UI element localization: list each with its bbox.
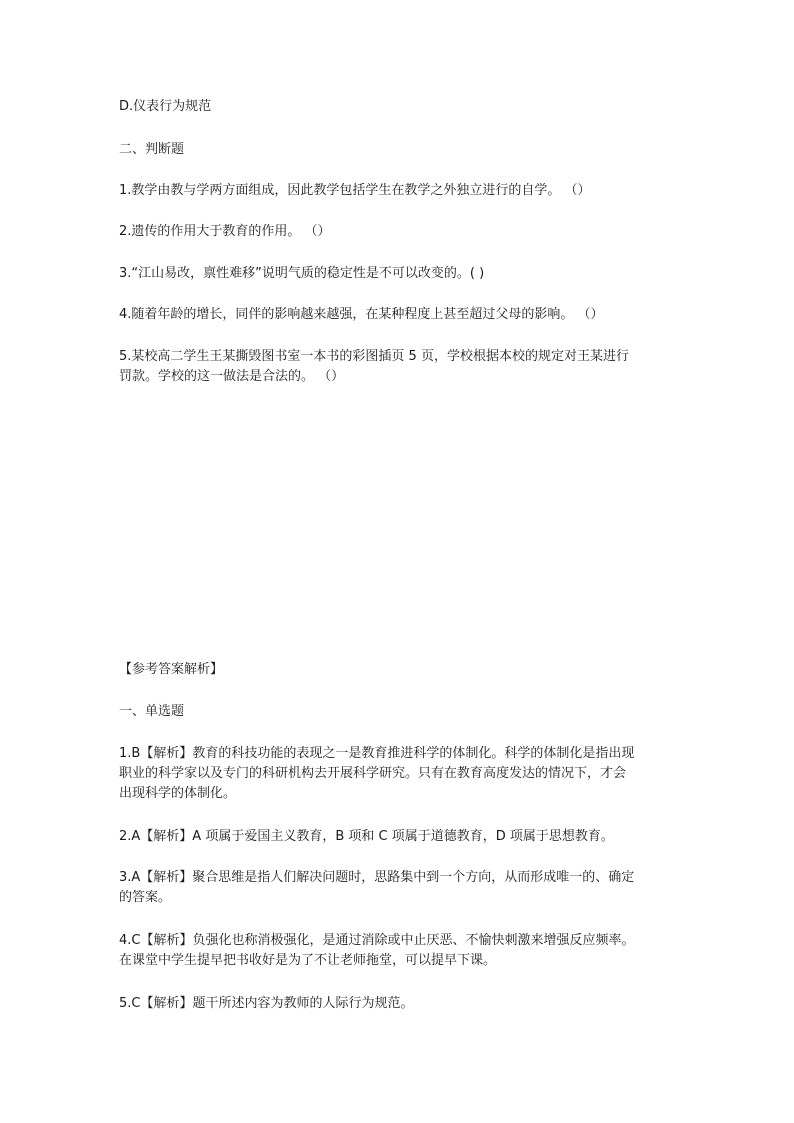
judgment-question-2: 2.遗传的作用大于教育的作用。 （） [119, 224, 331, 239]
answer-5: 5.C【解析】题干所述内容为教师的人际行为规范。 [119, 996, 414, 1011]
answer-2: 2.A【解析】A 项属于爱国主义教育，B 项和 C 项属于道德教育，D 项属于思想教育。 [119, 829, 614, 844]
answer-3 [119, 868, 679, 908]
answer-line: 在课堂中学生提早把书收好是为了不让老师拖堂，可以提早下课。 [119, 953, 497, 968]
answer-1 [119, 744, 679, 804]
judgment-question-3: 3.“江山易改，禀性难移”说明气质的稳定性是不可以改变的。( ) [119, 266, 485, 281]
answer-line: 1.B【解析】教育的科技功能的表现之一是教育推进科学的体制化。科学的体制化是指出现 [119, 746, 635, 761]
answer-line: 3.A【解析】聚合思维是指人们解决问题时，思路集中到一个方向，从而形成唯一的、确定 [119, 870, 635, 885]
question-line: 5.某校高二学生王某撕毁图书室一本书的彩图插页 5 页，学校根据本校的规定对王某进行 [119, 349, 629, 364]
section-title-judgment: 二、判断题 [119, 142, 185, 157]
judgment-question-4: 4.随着年龄的增长，同伴的影响越来越强，在某种程度上甚至超过父母的影响。 （） [119, 307, 604, 322]
answer-key-title: 【参考答案解析】 [119, 662, 224, 677]
answer-line: 出现科学的体制化。 [119, 786, 237, 801]
question-line: 罚款。学校的这一做法是合法的。 （） [119, 369, 345, 384]
option-d: D.仪表行为规范 [119, 99, 212, 114]
answer-line: 的答案。 [119, 890, 172, 905]
answer-line: 4.C【解析】负强化也称消极强化，是通过消除或中止厌恶、不愉快刺激来增强反应频率。 [119, 933, 635, 948]
section-title-single-choice: 一、单选题 [119, 704, 185, 719]
answer-4 [119, 931, 679, 971]
answer-line: 职业的科学家以及专门的科研机构去开展科学研究。只有在教育高度发达的情况下，才会 [119, 766, 627, 781]
judgment-question-5 [119, 347, 679, 387]
judgment-question-1: 1.教学由教与学两方面组成，因此教学包括学生在教学之外独立进行的自学。 （） [119, 183, 591, 198]
